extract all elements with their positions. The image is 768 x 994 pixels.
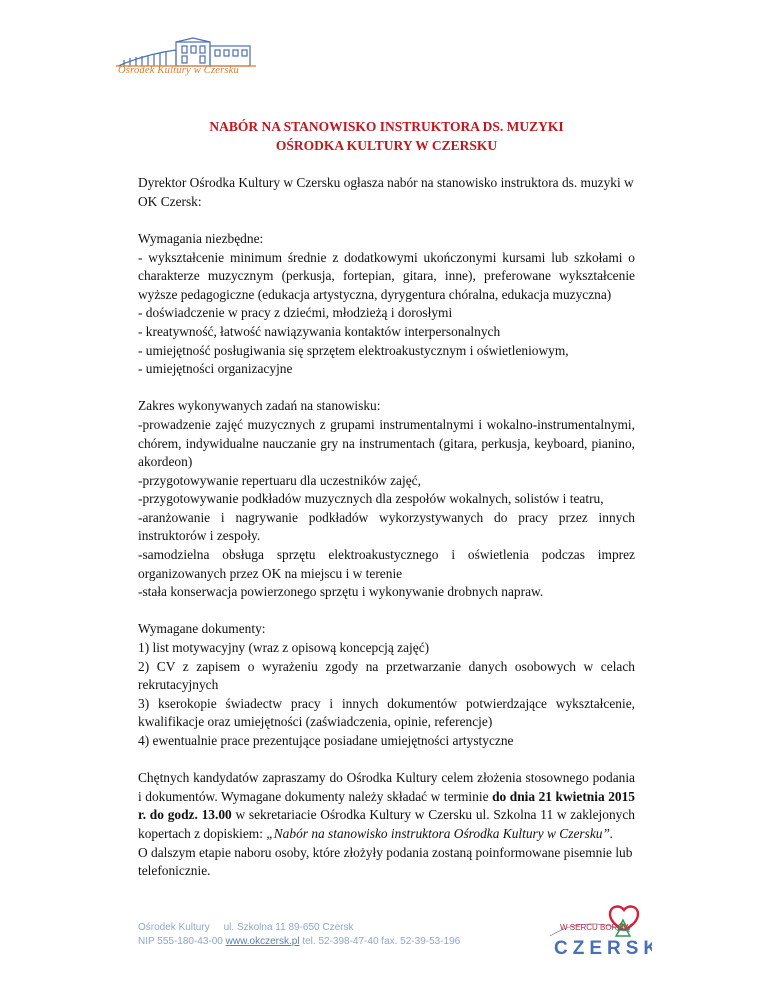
list-item: -przygotowywanie podkładów muzycznych dla zespołów wokalnych, solistów i teatru,: [138, 491, 604, 507]
list-item: - kreatywność, łatwość nawiązywania kontaktów interpersonalnych: [138, 323, 501, 339]
list-item: 3) kserokopie świadectw pracy i innych dokumentów potwierdzające wykształcenie, kwalifikacje oraz umiejętności (zaświadczenia, opinie, referencje): [138, 695, 635, 730]
footer-line-2: [138, 935, 460, 949]
title-line: OŚRODKA KULTURY W CZERSKU: [275, 137, 498, 153]
intro-paragraph: Dyrektor Ośrodka Kultury w Czersku ogłasza nabór na stanowisko instruktora ds. muzyki w OK Czersk:: [138, 175, 634, 209]
documents-section: [138, 620, 635, 750]
footer-phones: tel. 52-398-47-40 fax. 52-39-53-196: [302, 936, 461, 947]
footer-org: Ośrodek Kultury: [138, 922, 210, 933]
czersk-logo: [540, 900, 652, 962]
closing-text: Chętnych kandydatów zapraszamy do Ośrodka Kultury celem złożenia stosownego podania i dokumentów. Wymagane dokumenty należy składać w terminie: [138, 770, 635, 804]
building-icon: [116, 36, 266, 68]
section-heading: Wymagane dokumenty:: [138, 621, 266, 637]
list-item: -przygotowywanie repertuaru dla uczestników zajęć,: [138, 472, 421, 488]
final-paragraph: O dalszym etapie naboru osoby, które złożyły podania zostaną poinformowane pisemnie lub telefonicznie.: [138, 844, 633, 879]
list-item: - umiejętność posługiwania się sprzętem elektroakustycznym i oświetleniowym,: [138, 342, 569, 358]
duties-section: [138, 397, 635, 602]
requirements-section: [138, 230, 635, 379]
section-heading: Zakres wykonywanych zadań na stanowisku:: [138, 398, 381, 414]
list-item: -aranżowanie i nagrywanie podkładów wykorzystywanych do pracy przez innych instruktorów i zespoły.: [138, 509, 635, 544]
logo-caption: Ośrodek Kultury w Czersku: [118, 65, 239, 76]
czersk-wordmark: CZERSK: [554, 938, 652, 959]
czersk-emblem-icon: [540, 900, 652, 962]
list-item: -samodzielna obsługa sprzętu elektroakustycznego i oświetlenia podczas imprez organizowanych przez OK na miejscu i w terenie: [138, 547, 635, 581]
document-body: [138, 118, 635, 881]
deadline-text: do dnia 21 kwietnia 2015 r. do godz. 13.00: [138, 788, 635, 823]
footer-nip: NIP 555-180-43-00: [138, 936, 223, 947]
footer: [138, 921, 460, 949]
list-item: -prowadzenie zajęć muzycznych z grupami instrumentalnymi i wokalno-instrumentalnymi, chórem, indywidualne nauczanie gry na instrumentach (gitara, perkusja, keyboard, pianino, akordeon): [138, 416, 635, 470]
list-item: 4) ewentualnie prace prezentujące posiadane umiejętności artystyczne: [138, 733, 514, 748]
list-item: 2) CV z zapisem o wyrażeniu zgody na przetwarzanie danych osobowych w celach rekrutacyjnych: [138, 658, 635, 693]
section-heading: Wymagania niezbędne:: [138, 230, 264, 246]
closing-text: w sekretariacie Ośrodka Kultury w Czersku ul. Szkolna 11 w zaklejonych kopertach z dopiskiem:: [138, 807, 636, 841]
arc-text: W SERCU BORÓW: [560, 923, 632, 932]
page-title: [138, 118, 635, 155]
footer-line-1: [138, 921, 460, 935]
website-link[interactable]: www.okczersk.pl: [225, 936, 300, 947]
okczersk-logo: [116, 36, 266, 82]
closing-paragraph: [138, 769, 635, 843]
list-item: - umiejętności organizacyjne: [138, 361, 293, 377]
list-item: - doświadczenie w pracy z dziećmi, młodzieżą i dorosłymi: [138, 305, 453, 321]
list-item: -stała konserwacja powierzonego sprzętu i wykonywanie drobnych napraw.: [138, 584, 544, 600]
list-item: - wykształcenie minimum średnie z dodatkowymi ukończonymi kursami lub szkołami o charakterze muzycznym (perkusja, fortepian, gitara, inne), preferowane wykształcenie wyższe pedagogiczne (edukacja artystyczna, dyrygentura chóralna, edukacja muzyczna): [138, 249, 635, 302]
envelope-annotation: „Nabór na stanowisko instruktora Ośrodka Kultury w Czersku”.: [266, 825, 614, 841]
list-item: 1) list motywacyjny (wraz z opisową koncepcją zajęć): [138, 640, 430, 656]
title-line: NABÓR NA STANOWISKO INSTRUKTORA DS. MUZYKI: [209, 119, 564, 134]
closing-section: [138, 769, 635, 881]
footer-address: ul. Szkolna 11 89-650 Czersk: [223, 922, 354, 933]
